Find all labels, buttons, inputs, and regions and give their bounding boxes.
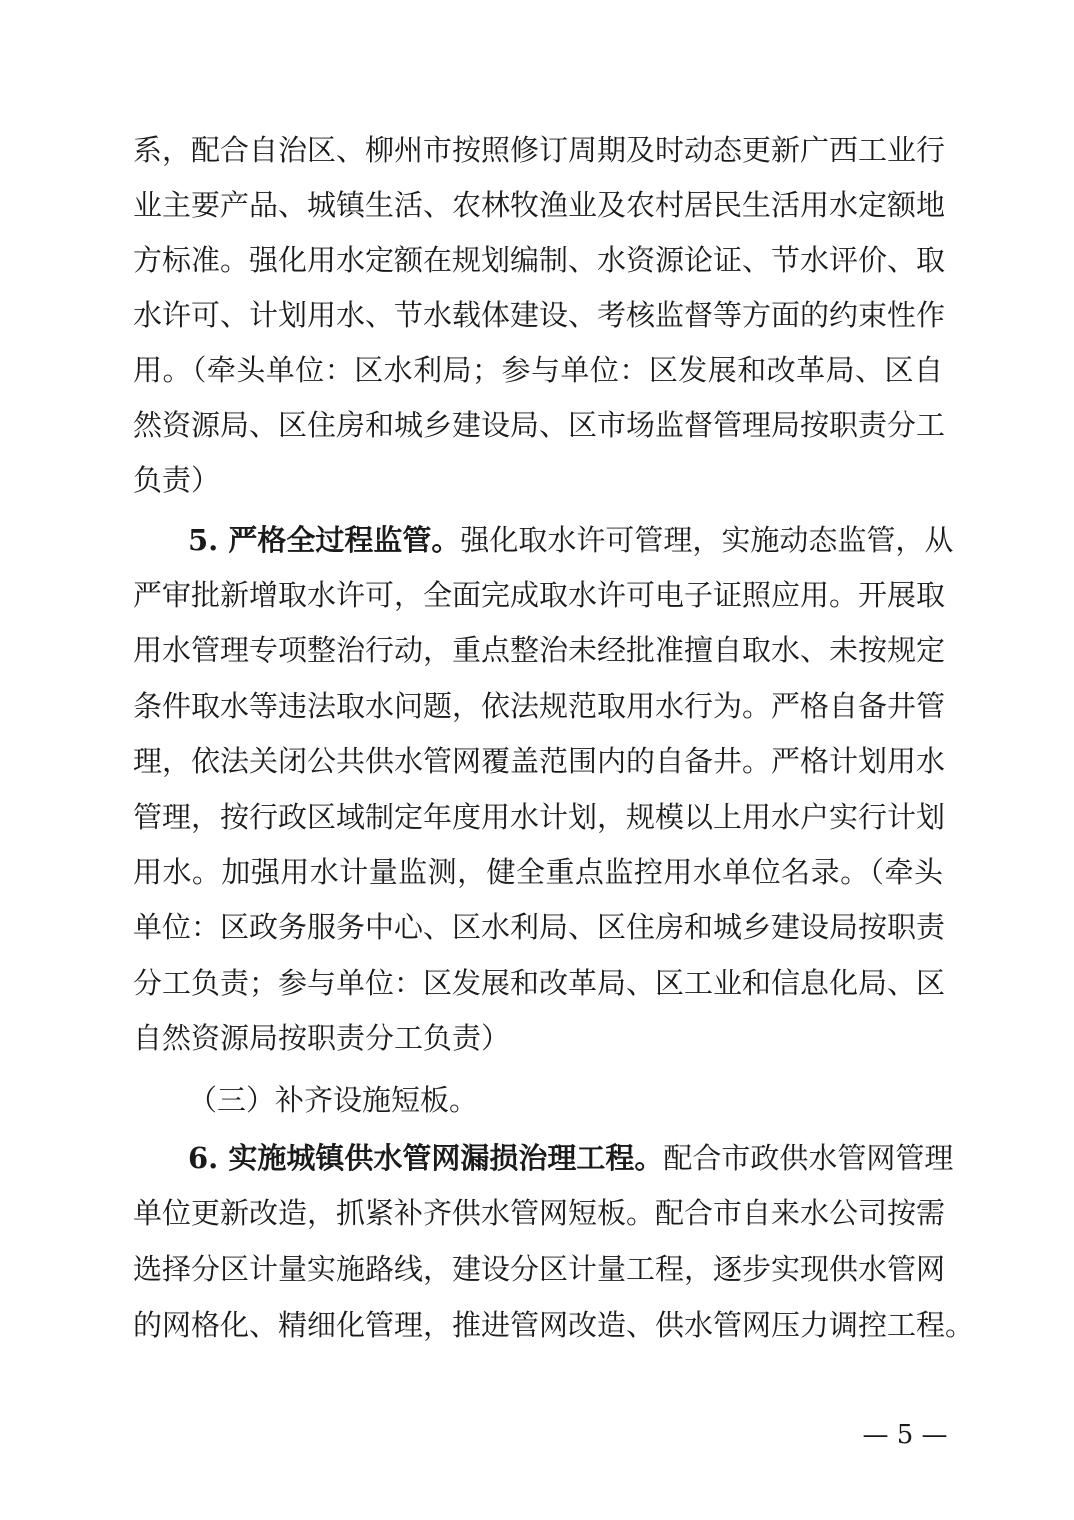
text-line: 用水。加强用水计量监测，健全重点监控用水单位名录。（牵头 — [133, 855, 943, 889]
text-line: 严审批新增取水许可，全面完成取水许可电子证照应用。开展取 — [133, 578, 946, 612]
text-line: 单位：区政务服务中心、区水利局、区住房和城乡建设局按职责 — [133, 910, 946, 944]
text-line: 理，依法关闭公共供水管网覆盖范围内的自备井。严格计划用水 — [133, 744, 946, 778]
text-line: 管理，按行政区域制定年度用水计划，规模以上用水户实行计划 — [133, 800, 946, 834]
item-heading-rest: 强化取水许可管理，实施动态监管，从 — [460, 523, 954, 557]
paragraph-first-line — [188, 1138, 954, 1178]
text-line: 选择分区计量实施路线，建设分区计量工程，逐步实现供水管网 — [133, 1252, 946, 1286]
text-line: 单位更新改造，抓紧补齐供水管网短板。配合市自来水公司按需 — [133, 1196, 946, 1230]
text-line: 方标准。强化用水定额在规划编制、水资源论证、节水评价、取 — [133, 243, 946, 277]
item-heading-rest: 配合市政供水管网管理 — [663, 1141, 954, 1175]
text-line: 系，配合自治区、柳州市按照修订周期及时动态更新广西工业行 — [133, 133, 946, 167]
text-line: 自然资源局按职责分工负责） — [133, 1021, 511, 1055]
text-line: 用。（牵头单位：区水利局；参与单位：区发展和改革局、区自 — [133, 353, 943, 387]
text-line: 负责） — [133, 463, 221, 497]
text-line: 用水管理专项整治行动，重点整治未经批准擅自取水、未按规定 — [133, 633, 946, 667]
section-heading: （三）补齐设施短板。 — [188, 1083, 479, 1117]
page-number: — 5 — — [862, 1420, 948, 1450]
text-line: 然资源局、区住房和城乡建设局、区市场监督管理局按职责分工 — [133, 408, 946, 442]
text-line: 业主要产品、城镇生活、农林牧渔业及农村居民生活用水定额地 — [133, 188, 946, 222]
text-line: 分工负责；参与单位：区发展和改革局、区工业和信息化局、区 — [133, 966, 946, 1000]
item-heading: 6. 实施城镇供水管网漏损治理工程。 — [188, 1141, 664, 1175]
text-line: 水许可、计划用水、节水载体建设、考核监督等方面的约束性作 — [133, 298, 946, 332]
text-line: 条件取水等违法取水问题，依法规范取用水行为。严格自备井管 — [133, 689, 946, 723]
paragraph-first-line — [188, 520, 954, 560]
item-heading: 5. 严格全过程监管。 — [188, 523, 461, 557]
text-line: 的网格化、精细化管理，推进管网改造、供水管网压力调控工程。 — [133, 1308, 975, 1342]
